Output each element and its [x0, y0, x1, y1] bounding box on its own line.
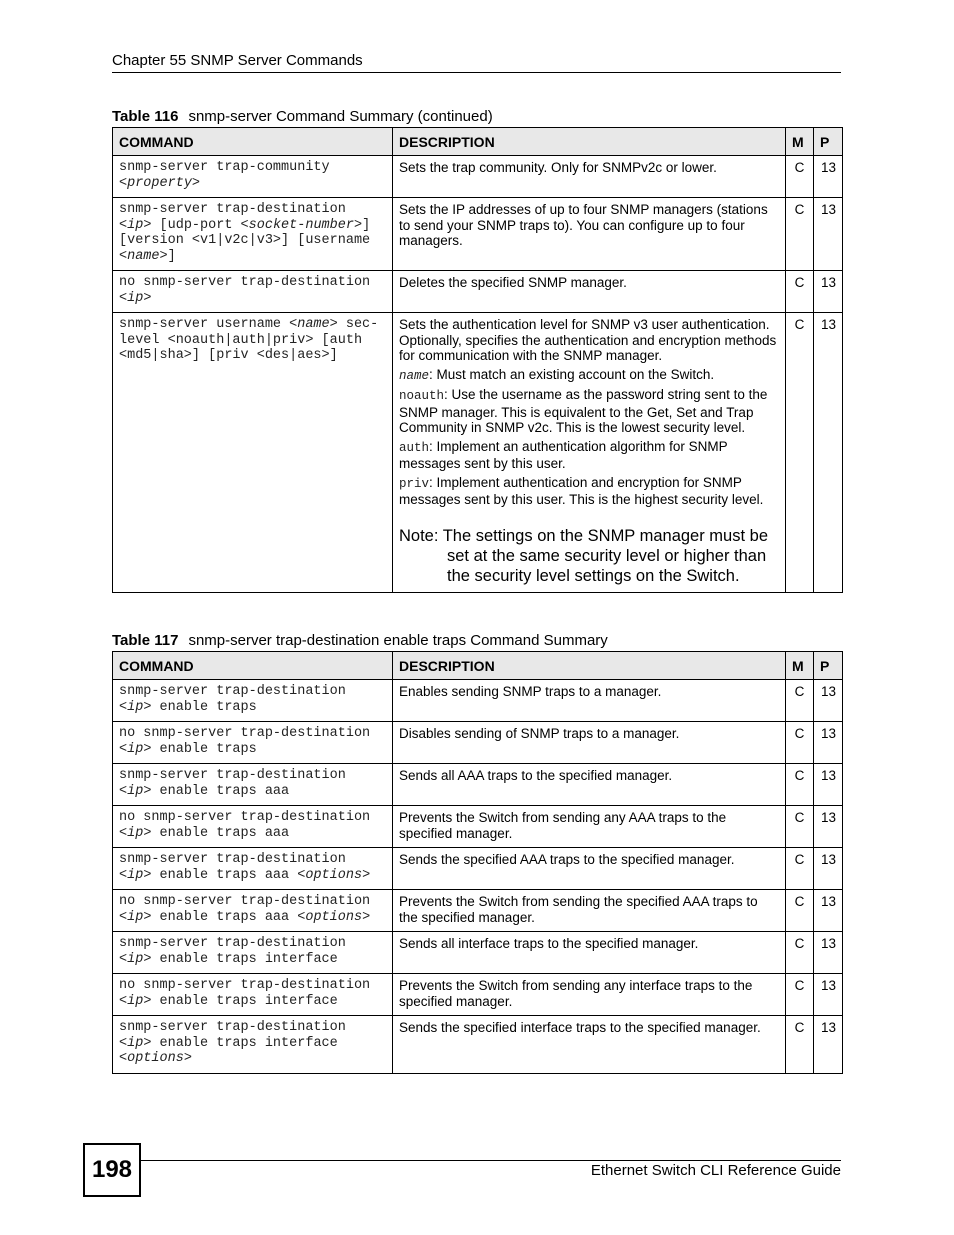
command-text: [version <v1|v2c|v3>] [username: [119, 233, 371, 248]
description-cell: Prevents the Switch from sending any interface traps to the specified manager.: [393, 974, 786, 1016]
description-paragraph: [399, 317, 779, 364]
table-116-title: snmp-server Command Summary (continued): [188, 108, 493, 125]
mode-cell: C: [786, 680, 814, 722]
command-parameter: options: [127, 1051, 184, 1066]
table-117-title: snmp-server trap-destination enable traps Command Summary: [188, 632, 608, 649]
description-cell: Enables sending SNMP traps to a manager.: [393, 680, 786, 722]
command-cell: [113, 1016, 393, 1074]
option-keyword: priv: [399, 476, 430, 491]
command-text: <: [119, 1035, 128, 1051]
privilege-cell: 13: [814, 271, 843, 313]
command-text: > sec-: [329, 317, 379, 332]
command-text: <: [119, 290, 128, 306]
table-117-label: Table 117: [112, 632, 179, 649]
table-116-label: Table 116: [112, 108, 179, 125]
description-cell: Sends all interface traps to the specified manager.: [393, 932, 786, 974]
command-text: >]: [353, 217, 371, 233]
column-header-command: COMMAND: [113, 128, 393, 156]
command-text: >: [143, 290, 152, 306]
table-116: [112, 127, 843, 593]
command-cell: [113, 764, 393, 806]
command-parameter: ip: [127, 741, 144, 757]
command-text: <: [119, 1051, 128, 1066]
command-text: > enable traps aaa <: [143, 909, 306, 925]
option-description: : Use the username as the password string sent to the SNMP manager. This is equivalent to the Get, Set and Trap Community in SNMP v2c. This is the lowest security level.: [399, 387, 768, 435]
command-cell: [113, 156, 393, 198]
description-cell: [393, 313, 786, 593]
command-parameter: ip: [127, 699, 144, 715]
privilege-cell: 13: [814, 156, 843, 198]
command-text: snmp-server trap-destination: [119, 936, 346, 951]
command-cell: [113, 806, 393, 848]
description-cell: Sends all AAA traps to the specified manager.: [393, 764, 786, 806]
privilege-cell: 13: [814, 890, 843, 932]
mode-cell: C: [786, 1016, 814, 1074]
command-text: no snmp-server trap-destination: [119, 810, 371, 825]
description-cell: Prevents the Switch from sending the specified AAA traps to the specified manager.: [393, 890, 786, 932]
command-parameter: socket-number: [248, 217, 354, 233]
command-text: > enable traps aaa: [143, 783, 290, 799]
command-parameter: options: [305, 867, 363, 883]
table-row: [113, 932, 843, 974]
description-cell: Sends the specified interface traps to the specified manager.: [393, 1016, 786, 1074]
command-text: <: [119, 741, 128, 757]
option-description: : Implement an authentication algorithm for SNMP messages sent by this user.: [399, 438, 728, 471]
command-text: > enable traps interface: [143, 1035, 338, 1051]
command-text: > enable traps aaa <: [143, 867, 306, 883]
command-parameter: ip: [127, 1035, 144, 1051]
command-text: > enable traps interface: [143, 993, 338, 1009]
guide-title: Ethernet Switch CLI Reference Guide: [590, 1162, 841, 1179]
footer-divider: [139, 1160, 841, 1161]
mode-cell: C: [786, 974, 814, 1016]
description-cell: Sets the trap community. Only for SNMPv2c or lower.: [393, 156, 786, 198]
command-text: <: [119, 175, 128, 191]
privilege-cell: 13: [814, 932, 843, 974]
table-116-header-row: [113, 128, 843, 156]
mode-cell: C: [786, 806, 814, 848]
option-description: : Must match an existing account on the Switch.: [429, 366, 715, 382]
table-row: [113, 974, 843, 1016]
command-text: <: [119, 217, 128, 233]
mode-cell: C: [786, 764, 814, 806]
mode-cell: C: [786, 271, 814, 313]
command-cell: [113, 932, 393, 974]
privilege-cell: 13: [814, 198, 843, 271]
command-parameter: ip: [127, 290, 144, 306]
table-row: [113, 890, 843, 932]
command-parameter: ip: [127, 217, 144, 233]
privilege-cell: 13: [814, 974, 843, 1016]
column-header-m: M: [786, 652, 814, 680]
command-cell: [113, 848, 393, 890]
command-text: > enable traps interface: [143, 951, 338, 967]
command-parameter: ip: [127, 951, 144, 967]
mode-cell: C: [786, 890, 814, 932]
command-text: snmp-server trap-destination: [119, 202, 346, 217]
description-cell: Prevents the Switch from sending any AAA traps to the specified manager.: [393, 806, 786, 848]
command-text: <: [119, 248, 128, 264]
command-text: snmp-server trap-destination: [119, 768, 346, 783]
command-text: <: [119, 951, 128, 967]
command-text: >: [191, 175, 201, 191]
table-row: [113, 806, 843, 848]
table-row: [113, 313, 843, 593]
description-paragraph: [399, 387, 779, 436]
table-117: [112, 651, 843, 1074]
command-parameter: ip: [127, 783, 144, 799]
command-text: snmp-server trap-destination: [119, 1020, 346, 1035]
command-cell: [113, 313, 393, 593]
command-text: no snmp-server trap-destination: [119, 978, 371, 993]
privilege-cell: 13: [814, 680, 843, 722]
column-header-p: P: [814, 128, 843, 156]
command-text: >: [362, 867, 371, 883]
command-text: <: [119, 699, 128, 715]
command-cell: [113, 890, 393, 932]
table-117-body: [113, 680, 843, 1074]
command-parameter: ip: [127, 993, 144, 1009]
option-keyword: name: [399, 368, 430, 383]
table-row: [113, 848, 843, 890]
command-text: snmp-server trap-destination: [119, 852, 346, 867]
command-text: >: [362, 909, 371, 925]
command-text: no snmp-server trap-destination: [119, 894, 371, 909]
table-row: [113, 722, 843, 764]
mode-cell: C: [786, 313, 814, 593]
command-cell: [113, 722, 393, 764]
privilege-cell: 13: [814, 848, 843, 890]
command-parameter: name: [127, 248, 160, 264]
command-text: snmp-server trap-destination: [119, 684, 346, 699]
table-row: [113, 764, 843, 806]
column-header-description: DESCRIPTION: [393, 652, 786, 680]
description-cell: Sends the specified AAA traps to the specified manager.: [393, 848, 786, 890]
command-text: snmp-server trap-community: [119, 160, 330, 175]
column-header-m: M: [786, 128, 814, 156]
command-cell: [113, 680, 393, 722]
column-header-p: P: [814, 652, 843, 680]
command-text: level <noauth|auth|priv> [auth: [119, 332, 363, 348]
note-text: Note: The settings on the SNMP manager must be set at the same security level or higher than the security level settings on the Switch.: [399, 526, 769, 585]
description-cell: Deletes the specified SNMP manager.: [393, 271, 786, 313]
command-text: <: [119, 993, 128, 1009]
description-cell: Disables sending of SNMP traps to a manager.: [393, 722, 786, 764]
privilege-cell: 13: [814, 764, 843, 806]
command-parameter: ip: [127, 825, 144, 841]
command-cell: [113, 271, 393, 313]
column-header-description: DESCRIPTION: [393, 128, 786, 156]
privilege-cell: 13: [814, 722, 843, 764]
command-text: <md5|sha>] [priv <des|aes>]: [119, 348, 338, 363]
command-parameter: ip: [127, 909, 144, 925]
command-text: <: [119, 909, 128, 925]
command-text: > enable traps: [143, 699, 257, 715]
command-text: >: [183, 1051, 192, 1066]
table-row: [113, 680, 843, 722]
chapter-header: Chapter 55 SNMP Server Commands: [112, 52, 841, 73]
mode-cell: C: [786, 198, 814, 271]
table-116-body: [113, 156, 843, 593]
command-text: <: [119, 825, 128, 841]
column-header-command: COMMAND: [113, 652, 393, 680]
table-117-caption: [112, 632, 608, 649]
command-text: > [udp-port <: [143, 217, 249, 233]
command-text: no snmp-server trap-destination: [119, 726, 371, 741]
option-description: Sets the authentication level for SNMP v3 user authentication. Optionally, specifies the authentication and encryption methods for communication with the SNMP manager.: [399, 317, 777, 363]
mode-cell: C: [786, 156, 814, 198]
description-paragraph: [399, 475, 779, 508]
command-cell: [113, 198, 393, 271]
command-cell: [113, 974, 393, 1016]
command-text: > enable traps aaa: [143, 825, 290, 841]
command-text: >]: [159, 248, 176, 264]
command-parameter: ip: [127, 867, 144, 883]
mode-cell: C: [786, 932, 814, 974]
mode-cell: C: [786, 848, 814, 890]
table-row: [113, 156, 843, 198]
privilege-cell: 13: [814, 806, 843, 848]
table-row: [113, 271, 843, 313]
command-parameter: name: [297, 317, 330, 332]
option-keyword: noauth: [399, 389, 445, 403]
option-keyword: auth: [399, 440, 430, 455]
option-description: : Implement authentication and encryption for SNMP messages sent by this user. This is the highest security level.: [399, 474, 764, 507]
command-text: <: [119, 783, 128, 799]
description-paragraph: [399, 367, 779, 385]
table-row: [113, 198, 843, 271]
table-117-header-row: [113, 652, 843, 680]
privilege-cell: 13: [814, 1016, 843, 1074]
table-row: [113, 1016, 843, 1074]
privilege-cell: 13: [814, 313, 843, 593]
command-parameter: options: [305, 909, 363, 925]
page-number: 198: [83, 1143, 141, 1197]
mode-cell: C: [786, 722, 814, 764]
command-text: no snmp-server trap-destination: [119, 275, 371, 290]
table-116-caption: [112, 108, 493, 125]
description-paragraph: [399, 439, 779, 472]
command-text: > enable traps: [143, 741, 257, 757]
description-cell: Sets the IP addresses of up to four SNMP managers (stations to send your SNMP traps to). You can configure up to four managers.: [393, 198, 786, 271]
command-text: <: [119, 867, 128, 883]
command-parameter: property: [127, 175, 192, 191]
command-text: snmp-server username <: [119, 317, 298, 332]
